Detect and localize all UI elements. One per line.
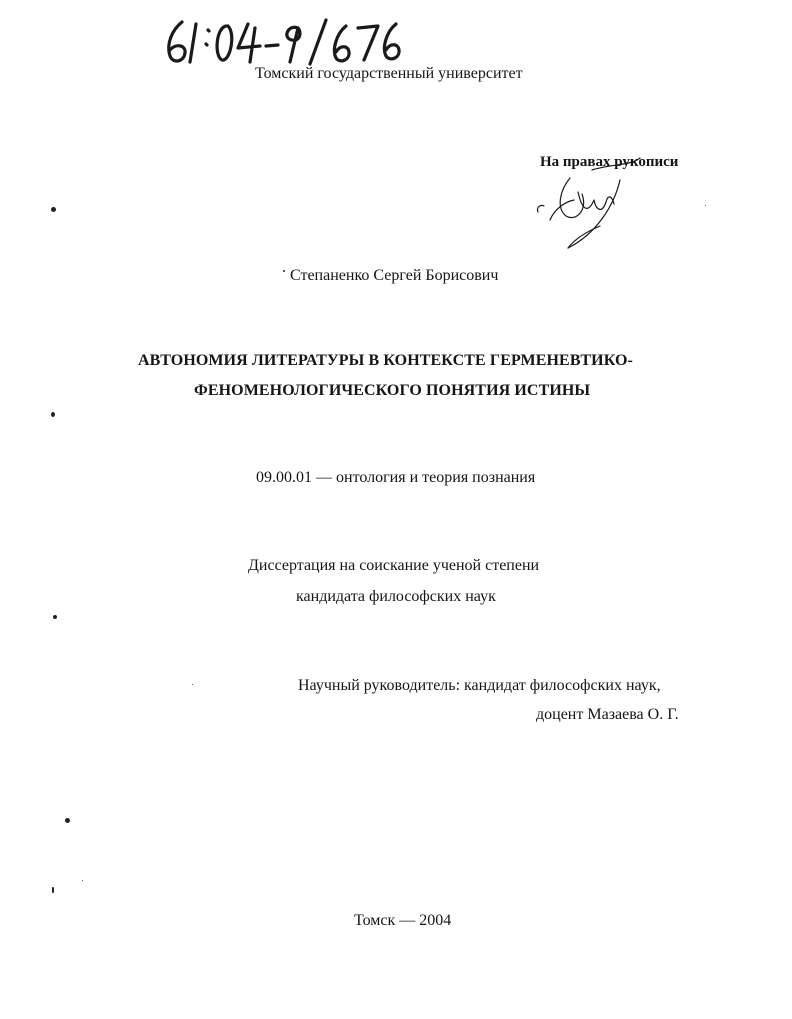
scan-mark bbox=[52, 887, 54, 893]
scan-mark bbox=[65, 818, 70, 823]
scan-mark bbox=[192, 684, 193, 685]
scan-mark bbox=[283, 270, 285, 272]
scan-mark bbox=[53, 615, 57, 619]
signature bbox=[530, 150, 660, 255]
scan-mark bbox=[51, 412, 55, 417]
dissertation-title-line-2: ФЕНОМЕНОЛОГИЧЕСКОГО ПОНЯТИЯ ИСТИНЫ bbox=[194, 382, 591, 399]
scan-mark bbox=[82, 880, 83, 881]
university-name: Томский государственный университет bbox=[255, 65, 523, 82]
rights-notice: На правах рукописи bbox=[540, 154, 679, 170]
scan-mark bbox=[51, 207, 56, 212]
supervisor-line-2: доцент Мазаева О. Г. bbox=[536, 706, 679, 723]
author-name: Степаненко Сергей Борисович bbox=[290, 267, 499, 284]
degree-line-1: Диссертация на соискание ученой степени bbox=[248, 557, 540, 574]
dissertation-title-line-1: АВТОНОМИЯ ЛИТЕРАТУРЫ В КОНТЕКСТЕ ГЕРМЕНЕВТИКО- bbox=[138, 352, 633, 369]
scan-mark bbox=[705, 205, 706, 206]
handwritten-archive-code bbox=[160, 12, 420, 68]
place-and-year: Томск — 2004 bbox=[354, 912, 452, 929]
supervisor-line-1: Научный руководитель: кандидат философских наук, bbox=[298, 677, 661, 694]
specialty-code: 09.00.01 — онтология и теория познания bbox=[256, 469, 536, 486]
degree-line-2: кандидата философских наук bbox=[296, 588, 496, 605]
